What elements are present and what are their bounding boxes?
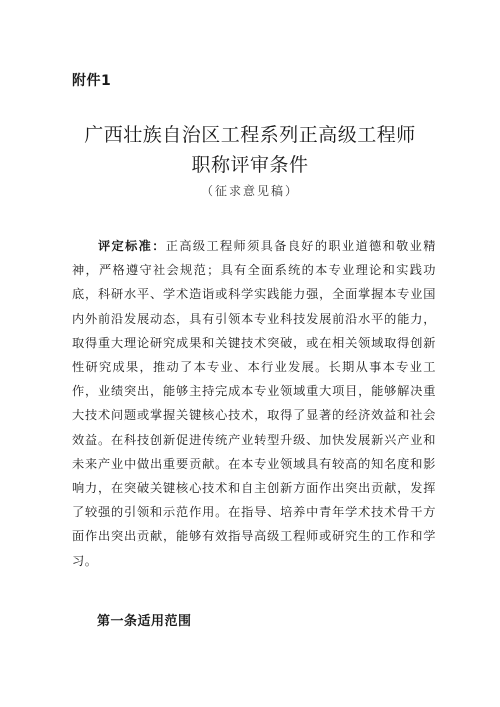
section-heading: 第一条适用范围 — [97, 614, 192, 629]
document-title-line-2: 职称评审条件 — [191, 154, 309, 176]
criteria-paragraph — [72, 234, 436, 573]
document-title-line-1: 广西壮族自治区工程系列正高级工程师 — [84, 124, 416, 146]
draft-subtitle: （征求意见稿） — [200, 184, 299, 198]
attachment-label: 附件1 — [72, 73, 112, 89]
criteria-label: 评定标准： — [98, 239, 166, 253]
criteria-text: 正高级工程师须具备良好的职业道德和敬业精神，严格遵守社会规范；具有全面系统的本专业理论和实践功底，科研水平、学术造诣或科学实践能力强，全面掌握本专业国内外前沿发展动态，具有引领本专业科技发展前沿水平的能力，取得重大理论研究成果和关键技术突破，或在相关领域取得创新性研究成果，推动了本专业、本行业发展。长期从事本专业工作，业绩突出，能够主持完成本专业领域重大项目，能够解决重大技术问题或掌握关键核心技术，取得了显著的经济效益和社会效益。在科技创新促进传统产业转型升级、加快发展新兴产业和未来产业中做出重要贡献。在本专业领域具有较高的知名度和影响力，在突破关键核心技术和自主创新方面作出突出贡献，发挥了较强的引领和示范作用。在指导、培养中青年学术技术骨干方面作出突出贡献，能够有效指导高级工程师或研究生的工作和学习。 — [72, 239, 437, 568]
